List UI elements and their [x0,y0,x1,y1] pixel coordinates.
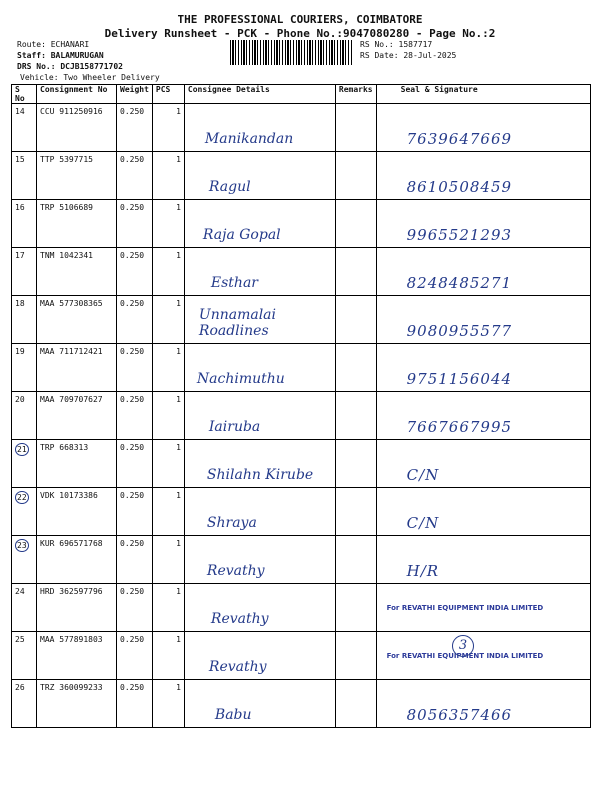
row-weight: 0.250 [117,584,153,632]
row-consignee: Esthar [184,248,335,296]
row-remarks [335,200,376,248]
row-consignment-no: HRD 362597796 [37,584,117,632]
header-remarks: Remarks [335,85,376,104]
row-sno: 24 [12,584,37,632]
staff-label: Staff: BALAMURUGAN [17,51,104,60]
row-consignment-no: TNM 1042341 [37,248,117,296]
row-consignee: Unnamalai Roadlines [184,296,335,344]
row-consignee: Shraya [184,488,335,536]
row-remarks [335,344,376,392]
row-sno: 15 [12,152,37,200]
row-pcs: 1 [152,440,184,488]
rs-date: RS Date: 28-Jul-2025 [360,51,457,60]
row-sno [12,440,37,488]
row-weight: 0.250 [117,104,153,152]
row-weight: 0.250 [117,488,153,536]
row-signature: 9965521293 [376,200,590,248]
row-pcs: 1 [152,536,184,584]
row-remarks [335,680,376,728]
row-weight: 0.250 [117,392,153,440]
row-signature: 8610508459 [376,152,590,200]
page-subtitle: Delivery Runsheet - PCK - Phone No.:9047080280 - Page No.:2 [104,27,496,40]
row-consignee: Shilahn Kirube [184,440,335,488]
row-pcs: 1 [152,200,184,248]
row-signature: 7667667995 [376,392,590,440]
table-row [12,440,591,488]
row-sno: 26 [12,680,37,728]
row-sno [12,488,37,536]
barcode-image [230,40,352,65]
row-weight: 0.250 [117,440,153,488]
table-row [12,296,591,344]
table-row [12,584,591,632]
row-weight: 0.250 [117,296,153,344]
circled-sno: 23 [17,541,27,550]
row-signature: For REVATHI EQUIPMENT INDIA LIMITED [376,584,590,632]
circled-sno: 22 [17,493,27,502]
row-signature: C/N [376,488,590,536]
row-weight: 0.250 [117,536,153,584]
row-consignment-no: MAA 711712421 [37,344,117,392]
row-pcs: 1 [152,152,184,200]
row-remarks [335,440,376,488]
row-consignee: Revathy [184,536,335,584]
row-consignment-no: TTP 5397715 [37,152,117,200]
table-row [12,152,591,200]
row-consignee: Nachimuthu [184,344,335,392]
vehicle-label: Vehicle: Two Wheeler Delivery [20,73,160,82]
page-title: THE PROFESSIONAL COURIERS, COIMBATORE [177,13,423,26]
row-signature: C/N [376,440,590,488]
row-pcs: 1 [152,104,184,152]
row-consignee: Manikandan [184,104,335,152]
row-consignee: Raja Gopal [184,200,335,248]
page-mark-circled: 3 [452,635,474,657]
runsheet-table [11,84,591,728]
row-consignee: Iairuba [184,392,335,440]
row-consignment-no: MAA 577308365 [37,296,117,344]
row-weight: 0.250 [117,248,153,296]
row-pcs: 1 [152,248,184,296]
table-header-row [12,85,591,104]
row-consignee: Babu [184,680,335,728]
circled-sno: 21 [17,445,27,454]
row-weight: 0.250 [117,680,153,728]
row-signature: For REVATHI EQUIPMENT INDIA LIMITED [376,632,590,680]
row-pcs: 1 [152,296,184,344]
row-pcs: 1 [152,344,184,392]
row-consignment-no: MAA 577891803 [37,632,117,680]
header-weight: Weight [117,85,153,104]
row-remarks [335,104,376,152]
row-remarks [335,632,376,680]
table-row [12,104,591,152]
table-row [12,200,591,248]
table-row [12,536,591,584]
row-signature: 7639647669 [376,104,590,152]
row-sno: 20 [12,392,37,440]
header-consignment-no: Consignment No [37,85,117,104]
row-consignment-no: TRP 5106689 [37,200,117,248]
row-weight: 0.250 [117,344,153,392]
row-signature: 8248485271 [376,248,590,296]
row-sno: 16 [12,200,37,248]
row-remarks [335,392,376,440]
row-weight: 0.250 [117,632,153,680]
row-remarks [335,296,376,344]
row-sno: 18 [12,296,37,344]
row-sno [12,536,37,584]
row-weight: 0.250 [117,200,153,248]
row-pcs: 1 [152,488,184,536]
row-remarks [335,536,376,584]
row-remarks [335,248,376,296]
route-label: Route: ECHANARI [17,40,90,49]
table-row [12,488,591,536]
row-sno: 19 [12,344,37,392]
row-signature: 8056357466 [376,680,590,728]
row-pcs: 1 [152,680,184,728]
row-remarks [335,152,376,200]
row-consignment-no: VDK 10173386 [37,488,117,536]
table-row [12,344,591,392]
row-consignee: Revathy [184,632,335,680]
row-weight: 0.250 [117,152,153,200]
table-row [12,680,591,728]
row-pcs: 1 [152,632,184,680]
row-consignee: Ragul [184,152,335,200]
row-consignment-no: TRP 668313 [37,440,117,488]
row-signature: 9080955577 [376,296,590,344]
table-row [12,392,591,440]
row-consignment-no: KUR 696571768 [37,536,117,584]
row-consignment-no: CCU 911250916 [37,104,117,152]
row-remarks [335,584,376,632]
header-pcs: PCS [152,85,184,104]
header-consignee-details: Consignee Details [184,85,335,104]
row-signature: 9751156044 [376,344,590,392]
row-consignment-no: TRZ 360099233 [37,680,117,728]
drs-label: DRS No.: DCJB158771702 [17,62,123,71]
header-sno: S No [12,85,37,104]
row-sno: 25 [12,632,37,680]
table-row [12,632,591,680]
row-sno: 17 [12,248,37,296]
row-pcs: 1 [152,584,184,632]
table-row [12,248,591,296]
row-sno: 14 [12,104,37,152]
row-consignee: Revathy [184,584,335,632]
row-pcs: 1 [152,392,184,440]
row-remarks [335,488,376,536]
rs-number: RS No.: 1587717 [360,40,433,49]
header-seal-signature: Seal & Signature [376,85,590,104]
row-consignment-no: MAA 709707627 [37,392,117,440]
row-signature: H/R [376,536,590,584]
